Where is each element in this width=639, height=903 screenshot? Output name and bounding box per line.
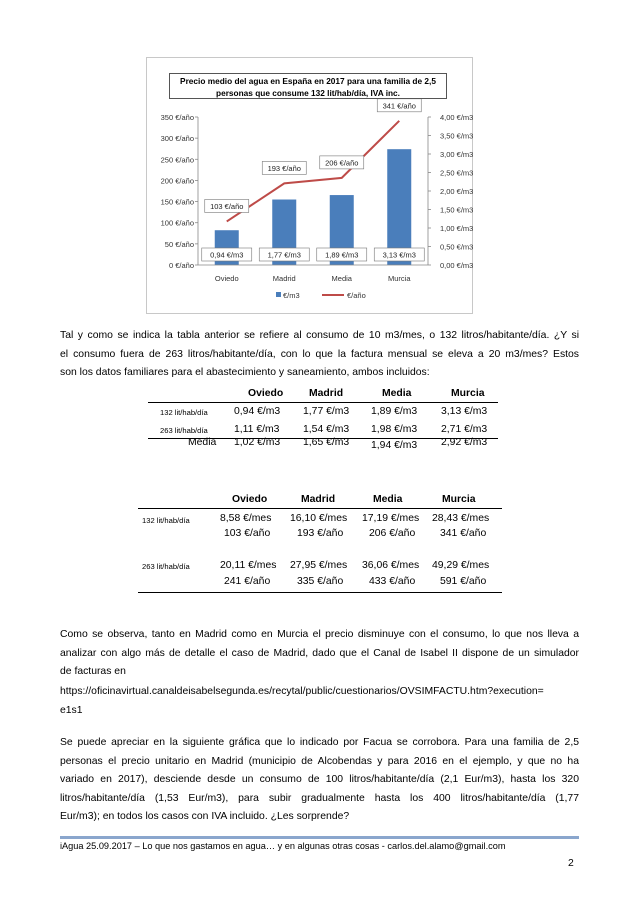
paragraph-intro bbox=[60, 327, 579, 383]
y-right-tick-label: 3,00 €/m3 bbox=[440, 150, 474, 159]
y-left-tick-label: 300 €/año bbox=[160, 134, 194, 144]
x-tick-label: Madrid bbox=[272, 274, 296, 283]
table2-cell: 8,58 €/mes bbox=[220, 513, 272, 524]
y-right-tick-label: 0,50 €/m3 bbox=[440, 242, 474, 252]
table1-header-murcia: Murcia bbox=[451, 388, 485, 399]
table2-cell: 27,95 €/mes bbox=[290, 560, 348, 571]
paragraph-conclusion bbox=[60, 734, 579, 827]
line-series-ano bbox=[227, 121, 400, 222]
table1-header-media: Media bbox=[382, 388, 412, 399]
y-left-tick-label: 150 €/año bbox=[160, 197, 194, 207]
bar-data-label: 1,89 €/m3 bbox=[325, 250, 359, 260]
table1-row-label: 132 lit/hab/día bbox=[160, 408, 208, 417]
legend-label-m3: €/m3 bbox=[283, 291, 300, 300]
y-right-tick-label: 1,50 €/m3 bbox=[440, 205, 474, 215]
paragraph-line: Como se observa, tanto en Madrid como en Murcia el precio disminuye con el consumo, lo que nos lleva a bbox=[60, 629, 579, 640]
table2-rule bbox=[138, 592, 502, 593]
y-right-tick-label: 4,00 €/m3 bbox=[440, 113, 474, 122]
chart-title bbox=[169, 73, 447, 99]
legend-swatch-m3 bbox=[276, 292, 281, 297]
paragraph-line: el consumo fuera de 263 litros/habitante/día, con lo que la factura mensual se eleva a 20 m3/mes? Estos bbox=[60, 348, 579, 360]
chart-title-line-2: personas que consume 132 lit/hab/día, IVA inc. bbox=[216, 88, 400, 98]
table1-cell: 1,65 €/m3 bbox=[303, 437, 350, 448]
table2-header-madrid: Madrid bbox=[301, 494, 336, 505]
table1-cell: 1,54 €/m3 bbox=[303, 424, 350, 435]
table2-cell: 36,06 €/mes bbox=[362, 560, 420, 571]
table1-header-madrid: Madrid bbox=[309, 388, 344, 399]
x-tick-label: Oviedo bbox=[214, 274, 239, 283]
table1-rule bbox=[148, 402, 498, 403]
legend-label-ano: €/año bbox=[347, 291, 366, 300]
table2-cell: 16,10 €/mes bbox=[290, 513, 348, 524]
table2-cell: 20,11 €/mes bbox=[220, 560, 277, 571]
table2-row-label: 263 lit/hab/día bbox=[142, 562, 190, 571]
table2-cell: 28,43 €/mes bbox=[432, 513, 490, 524]
table1-cell: 1,11 €/m3 bbox=[234, 424, 280, 435]
footer-divider bbox=[60, 836, 579, 839]
table2-cell: 433 €/año bbox=[369, 576, 416, 587]
paragraph-line: personas el precio unitario en Madrid (municipio de Alcobendas y para 2016 en el ejemplo, y que no ha bbox=[60, 755, 579, 767]
table2-rule bbox=[138, 508, 502, 509]
y-right-tick-label: 0,00 €/m3 bbox=[440, 261, 474, 270]
line-data-label: 103 €/año bbox=[210, 201, 244, 211]
paragraph-line: son los datos familiares para el abastecimiento y saneamiento, ambos incluidos: bbox=[60, 367, 430, 378]
table2-cell: 341 €/año bbox=[440, 528, 487, 539]
table1-cell: 0,94 €/m3 bbox=[234, 406, 281, 417]
paragraph-line: Tal y como se indica la tabla anterior se refiere al consumo de 10 m3/mes, o 132 litros/habitante/día. ¿Y si bbox=[60, 330, 579, 341]
y-left-tick-label: 350 €/año bbox=[160, 113, 194, 122]
table2-cell: 103 €/año bbox=[224, 528, 271, 539]
y-right-tick-label: 2,50 €/m3 bbox=[440, 168, 474, 178]
table2-cell: 49,29 €/mes bbox=[432, 560, 490, 571]
table2-cell: 335 €/año bbox=[297, 576, 344, 587]
table1-cell: 1,77 €/m3 bbox=[303, 406, 350, 417]
bar-data-label: 0,94 €/m3 bbox=[210, 250, 244, 260]
bar-murcia bbox=[387, 149, 411, 265]
paragraph-line: analizar con algo más de detalle el caso de Madrid, dado que el Canal de Isabel II dispone de un simulador bbox=[60, 647, 579, 659]
table1-cell: 1,89 €/m3 bbox=[371, 406, 418, 417]
paragraph-analysis bbox=[60, 626, 579, 682]
paragraph-line: Se puede apreciar en la siguiente gráfica que lo indicado por Facua se corrobora. Para una familia de 2,5 bbox=[60, 737, 579, 748]
bar-data-label: 3,13 €/m3 bbox=[382, 250, 416, 260]
table1-cell: 1,98 €/m3 bbox=[371, 424, 418, 435]
y-right-tick-label: 3,50 €/m3 bbox=[440, 131, 474, 141]
table1-row-label: Media bbox=[188, 437, 217, 448]
y-right-tick-label: 2,00 €/m3 bbox=[440, 187, 474, 196]
simulator-url[interactable] bbox=[60, 683, 579, 720]
url-line[interactable]: e1s1 bbox=[60, 704, 83, 716]
table1-header-oviedo: Oviedo bbox=[248, 388, 284, 399]
y-left-tick-label: 0 €/año bbox=[168, 261, 194, 270]
table2-cell: 591 €/año bbox=[440, 576, 487, 587]
table2-cell: 17,19 €/mes bbox=[362, 513, 420, 524]
table1-cell: 1,02 €/m3 bbox=[234, 437, 281, 448]
table1-row-label: 263 lit/hab/día bbox=[160, 426, 208, 435]
table2-cell: 241 €/año bbox=[224, 576, 271, 587]
y-left-tick-label: 100 €/año bbox=[160, 218, 194, 228]
table1-cell: 2,92 €/m3 bbox=[441, 437, 488, 448]
paragraph-line: Eur/m3); en todos los casos con IVA incluido. ¿Les sorprende? bbox=[60, 811, 350, 822]
chart-title-line-1: Precio medio del agua en España en 2017 para una familia de 2,5 bbox=[180, 76, 436, 86]
y-left-tick-label: 200 €/año bbox=[160, 176, 194, 186]
paragraph-line: variado en 2017), desciende desde un consumo de 100 litros/habitante/día (2,1 Eur/m3), hasta los 320 bbox=[60, 774, 579, 785]
table1-cell: 1,94 €/m3 bbox=[371, 440, 418, 451]
page-number: 2 bbox=[568, 858, 574, 869]
table1-cell: 2,71 €/m3 bbox=[441, 424, 488, 435]
y-left-tick-label: 250 €/año bbox=[160, 155, 194, 165]
table2-row-label: 132 lit/hab/día bbox=[142, 516, 190, 525]
table1-cell: 3,13 €/m3 bbox=[441, 406, 488, 417]
table2-cell: 206 €/año bbox=[369, 528, 416, 539]
table2-cell: 193 €/año bbox=[297, 528, 344, 539]
line-data-label: 341 €/año bbox=[382, 101, 416, 111]
line-data-label: 206 €/año bbox=[325, 158, 359, 168]
table2-header-media: Media bbox=[373, 494, 403, 505]
x-tick-label: Media bbox=[331, 274, 352, 283]
bar-data-label: 1,77 €/m3 bbox=[267, 250, 301, 260]
paragraph-line: de facturas en bbox=[60, 666, 126, 677]
table2-header-oviedo: Oviedo bbox=[232, 494, 268, 505]
url-line[interactable]: https://oficinavirtual.canaldeisabelsegunda.es/recytal/public/cuestionarios/OVSIMFACTU.htm?execution= bbox=[60, 686, 544, 697]
line-data-label: 193 €/año bbox=[267, 163, 301, 173]
footer-text: iAgua 25.09.2017 – Lo que nos gastamos en agua… y en algunas otras cosas - carlos.del.alamo@gmail.com bbox=[60, 841, 506, 851]
x-tick-label: Murcia bbox=[387, 274, 411, 283]
table2-header-murcia: Murcia bbox=[442, 494, 476, 505]
paragraph-line: litros/habitante/día (1,53 Eur/m3), para subir gradualmente hasta los 400 litros/habitante/día (1,77 bbox=[60, 792, 579, 804]
water-price-chart bbox=[0, 0, 639, 320]
y-right-tick-label: 1,00 €/m3 bbox=[440, 224, 474, 233]
y-left-tick-label: 50 €/año bbox=[164, 239, 194, 249]
